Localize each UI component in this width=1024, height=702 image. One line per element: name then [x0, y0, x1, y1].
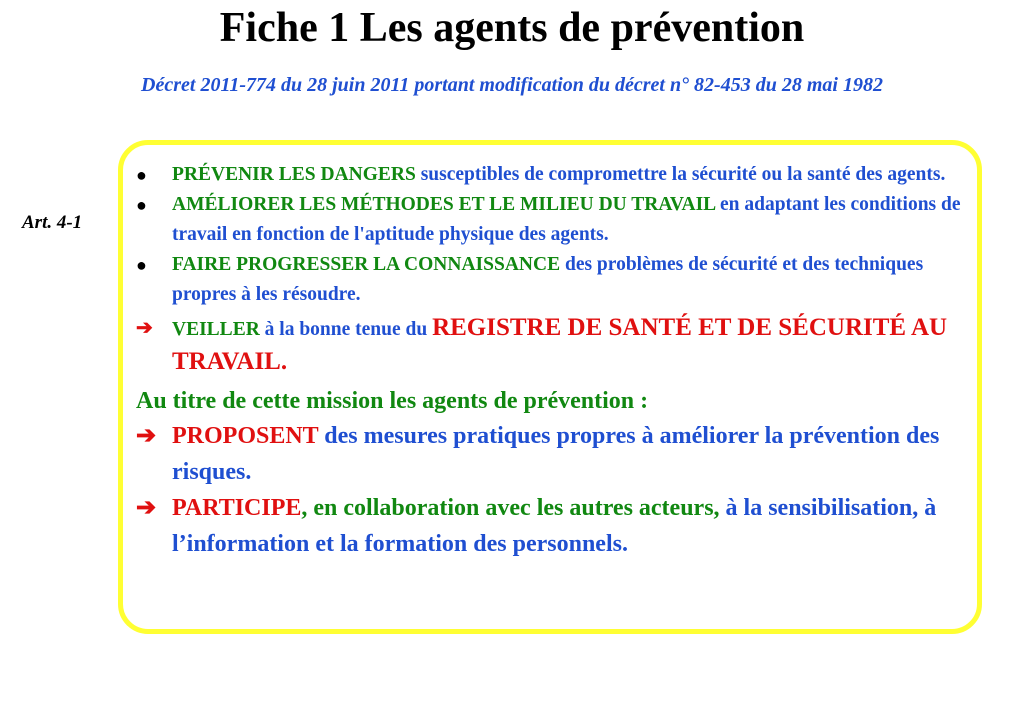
action-item	[136, 490, 970, 562]
mission-item	[136, 250, 970, 310]
arrow-right-icon: ➔	[136, 317, 153, 339]
bullet-icon: ●	[136, 165, 147, 185]
mission-item	[136, 160, 970, 190]
mission-lead: VEILLER	[172, 319, 260, 340]
mission-item	[136, 312, 970, 380]
missions-content	[136, 160, 970, 562]
action-verb: PROPOSENT	[172, 423, 319, 449]
page-title: Fiche 1 Les agents de prévention	[219, 5, 805, 51]
intro-text: Au titre de cette mission les agents de prévention :	[136, 388, 649, 414]
action-item	[136, 418, 970, 490]
arrow-right-icon: ➔	[136, 495, 157, 521]
mission-lead: PRÉVENIR LES DANGERS	[172, 164, 416, 185]
mission-text: à la bonne tenue du	[259, 319, 433, 340]
action-text: à la sensibilisation, à l’information et la formation des personnels.	[172, 495, 937, 557]
bullet-icon: ●	[136, 195, 147, 215]
mission-lead: FAIRE PROGRESSER LA CONNAISSANCE	[172, 254, 561, 275]
arrow-right-icon: ➔	[136, 423, 157, 449]
mission-text: susceptibles de compromettre la sécurité ou la santé des agents.	[415, 164, 946, 185]
mission-lead: AMÉLIORER LES MÉTHODES ET LE MILIEU DU TRAVAIL	[172, 194, 716, 215]
bullet-icon: ●	[136, 255, 147, 275]
article-reference: Art. 4-1	[22, 212, 83, 233]
mission-item	[136, 190, 970, 250]
mission-text: en adaptant les conditions de travail en fonction de l'aptitude physique des agents.	[172, 194, 961, 245]
decree-subtitle: Décret 2011-774 du 28 juin 2011 portant modification du décret n° 82-453 du 28 mai 1982	[141, 74, 883, 96]
mission-text: des problèmes de sécurité et des techniques propres à les résoudre.	[172, 254, 924, 305]
action-verb: PARTICIPE	[172, 495, 302, 521]
action-middle: , en collaboration avec les autres acteurs,	[301, 495, 720, 521]
action-text: des mesures pratiques propres à améliorer la prévention des risques.	[172, 423, 940, 485]
register-emphasis: REGISTRE DE SANTÉ ET DE SÉCURITÉ AU TRAVAIL.	[172, 314, 948, 375]
